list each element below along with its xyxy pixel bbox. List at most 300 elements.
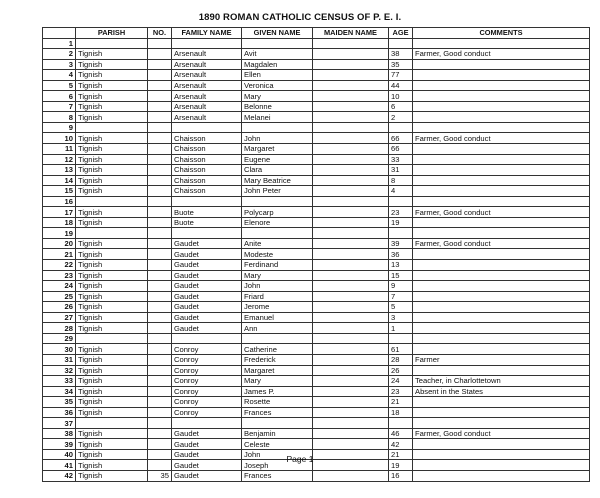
maiden-name-cell [313, 59, 389, 70]
row-number: 16 [43, 196, 76, 207]
maiden-name-cell [313, 407, 389, 418]
comments-cell [413, 470, 590, 481]
comments-cell [413, 302, 590, 313]
family-name-cell: Conroy [172, 386, 242, 397]
comments-cell [413, 228, 590, 239]
parish-cell: Tignish [76, 386, 148, 397]
age-cell: 15 [389, 270, 413, 281]
comments-cell: Farmer, Good conduct [413, 207, 590, 218]
no-cell [148, 376, 172, 387]
parish-cell: Tignish [76, 70, 148, 81]
given-name-cell: Eugene [242, 154, 313, 165]
given-name-cell: Frances [242, 407, 313, 418]
no-cell [148, 91, 172, 102]
comments-cell: Absent in the States [413, 386, 590, 397]
given-name-cell: Margaret [242, 365, 313, 376]
age-cell [389, 196, 413, 207]
no-cell: 35 [148, 470, 172, 481]
row-number: 19 [43, 228, 76, 239]
family-name-cell [172, 196, 242, 207]
row-number: 2 [43, 49, 76, 60]
family-name-cell: Chaisson [172, 165, 242, 176]
parish-cell: Tignish [76, 428, 148, 439]
row-number: 14 [43, 175, 76, 186]
no-cell [148, 281, 172, 292]
table-row [43, 38, 590, 49]
maiden-name-cell [313, 386, 389, 397]
parish-cell: Tignish [76, 460, 148, 471]
age-cell: 13 [389, 260, 413, 271]
comments-cell [413, 439, 590, 450]
header-given-name: GIVEN NAME [242, 28, 313, 39]
comments-cell [413, 418, 590, 429]
table-row [43, 281, 590, 292]
comments-cell [413, 80, 590, 91]
family-name-cell: Arsenault [172, 70, 242, 81]
row-number: 17 [43, 207, 76, 218]
family-name-cell: Conroy [172, 376, 242, 387]
parish-cell: Tignish [76, 302, 148, 313]
row-number: 10 [43, 133, 76, 144]
table-row [43, 144, 590, 155]
parish-cell: Tignish [76, 407, 148, 418]
page-footer: Page 1 [286, 454, 314, 464]
comments-cell [413, 122, 590, 133]
maiden-name-cell [313, 312, 389, 323]
family-name-cell: Gaudet [172, 281, 242, 292]
age-cell: 18 [389, 407, 413, 418]
row-number: 1 [43, 38, 76, 49]
maiden-name-cell [313, 260, 389, 271]
table-row [43, 249, 590, 260]
row-number: 18 [43, 217, 76, 228]
age-cell: 38 [389, 49, 413, 60]
given-name-cell [242, 418, 313, 429]
family-name-cell: Chaisson [172, 133, 242, 144]
comments-cell [413, 217, 590, 228]
comments-cell [413, 344, 590, 355]
row-number: 35 [43, 397, 76, 408]
parish-cell: Tignish [76, 91, 148, 102]
maiden-name-cell [313, 323, 389, 334]
age-cell: 26 [389, 365, 413, 376]
row-number: 20 [43, 238, 76, 249]
family-name-cell: Gaudet [172, 260, 242, 271]
header-rownum [43, 28, 76, 39]
table-row [43, 407, 590, 418]
family-name-cell: Chaisson [172, 175, 242, 186]
comments-cell: Farmer, Good conduct [413, 49, 590, 60]
no-cell [148, 186, 172, 197]
parish-cell: Tignish [76, 217, 148, 228]
parish-cell: Tignish [76, 312, 148, 323]
comments-cell [413, 101, 590, 112]
row-number: 30 [43, 344, 76, 355]
family-name-cell [172, 122, 242, 133]
parish-cell: Tignish [76, 175, 148, 186]
given-name-cell: Elenore [242, 217, 313, 228]
table-row [43, 91, 590, 102]
row-number: 12 [43, 154, 76, 165]
comments-cell [413, 196, 590, 207]
family-name-cell: Arsenault [172, 59, 242, 70]
comments-cell [413, 144, 590, 155]
parish-cell [76, 228, 148, 239]
parish-cell: Tignish [76, 260, 148, 271]
maiden-name-cell [313, 418, 389, 429]
age-cell: 66 [389, 144, 413, 155]
given-name-cell: James P. [242, 386, 313, 397]
table-row [43, 70, 590, 81]
table-row [43, 196, 590, 207]
comments-cell [413, 291, 590, 302]
row-number: 42 [43, 470, 76, 481]
family-name-cell [172, 333, 242, 344]
given-name-cell: Modeste [242, 249, 313, 260]
row-number: 34 [43, 386, 76, 397]
table-row [43, 186, 590, 197]
maiden-name-cell [313, 133, 389, 144]
table-row [43, 386, 590, 397]
maiden-name-cell [313, 175, 389, 186]
comments-cell [413, 165, 590, 176]
parish-cell: Tignish [76, 207, 148, 218]
comments-cell [413, 91, 590, 102]
given-name-cell: John [242, 281, 313, 292]
given-name-cell: Melanei [242, 112, 313, 123]
maiden-name-cell [313, 91, 389, 102]
no-cell [148, 59, 172, 70]
maiden-name-cell [313, 112, 389, 123]
header-family-name: FAMILY NAME [172, 28, 242, 39]
parish-cell: Tignish [76, 270, 148, 281]
no-cell [148, 196, 172, 207]
age-cell: 36 [389, 249, 413, 260]
row-number: 15 [43, 186, 76, 197]
comments-cell: Farmer, Good conduct [413, 238, 590, 249]
given-name-cell: Belonne [242, 101, 313, 112]
age-cell: 24 [389, 376, 413, 387]
given-name-cell: Clara [242, 165, 313, 176]
given-name-cell: Mary [242, 376, 313, 387]
parish-cell: Tignish [76, 186, 148, 197]
row-number: 32 [43, 365, 76, 376]
given-name-cell: Benjamin [242, 428, 313, 439]
table-row [43, 270, 590, 281]
age-cell: 35 [389, 59, 413, 70]
age-cell: 39 [389, 238, 413, 249]
maiden-name-cell [313, 186, 389, 197]
family-name-cell: Buote [172, 217, 242, 228]
parish-cell: Tignish [76, 449, 148, 460]
table-row [43, 439, 590, 450]
table-row [43, 397, 590, 408]
given-name-cell: Frederick [242, 354, 313, 365]
maiden-name-cell [313, 302, 389, 313]
age-cell: 21 [389, 449, 413, 460]
table-row [43, 165, 590, 176]
maiden-name-cell [313, 238, 389, 249]
no-cell [148, 154, 172, 165]
given-name-cell: Polycarp [242, 207, 313, 218]
no-cell [148, 397, 172, 408]
no-cell [148, 302, 172, 313]
no-cell [148, 354, 172, 365]
given-name-cell [242, 122, 313, 133]
age-cell: 19 [389, 217, 413, 228]
table-row [43, 207, 590, 218]
given-name-cell [242, 196, 313, 207]
family-name-cell: Gaudet [172, 302, 242, 313]
parish-cell [76, 418, 148, 429]
maiden-name-cell [313, 376, 389, 387]
header-parish: PARISH [76, 28, 148, 39]
table-row [43, 154, 590, 165]
parish-cell: Tignish [76, 281, 148, 292]
maiden-name-cell [313, 270, 389, 281]
table-row [43, 101, 590, 112]
given-name-cell: Ferdinand [242, 260, 313, 271]
parish-cell: Tignish [76, 59, 148, 70]
family-name-cell: Conroy [172, 354, 242, 365]
row-number: 27 [43, 312, 76, 323]
given-name-cell: Anite [242, 238, 313, 249]
row-number: 21 [43, 249, 76, 260]
maiden-name-cell [313, 38, 389, 49]
row-number: 11 [43, 144, 76, 155]
comments-cell [413, 112, 590, 123]
table-row [43, 217, 590, 228]
age-cell: 1 [389, 323, 413, 334]
maiden-name-cell [313, 196, 389, 207]
table-row [43, 376, 590, 387]
age-cell: 2 [389, 112, 413, 123]
row-number: 25 [43, 291, 76, 302]
table-row [43, 49, 590, 60]
family-name-cell: Arsenault [172, 91, 242, 102]
family-name-cell: Gaudet [172, 291, 242, 302]
maiden-name-cell [313, 122, 389, 133]
age-cell: 61 [389, 344, 413, 355]
parish-cell: Tignish [76, 344, 148, 355]
parish-cell: Tignish [76, 376, 148, 387]
family-name-cell: Gaudet [172, 449, 242, 460]
row-number: 33 [43, 376, 76, 387]
parish-cell: Tignish [76, 397, 148, 408]
header-age: AGE [389, 28, 413, 39]
table-row [43, 260, 590, 271]
family-name-cell [172, 228, 242, 239]
maiden-name-cell [313, 49, 389, 60]
parish-cell [76, 122, 148, 133]
parish-cell: Tignish [76, 101, 148, 112]
row-number: 22 [43, 260, 76, 271]
family-name-cell: Gaudet [172, 323, 242, 334]
table-row [43, 228, 590, 239]
no-cell [148, 228, 172, 239]
given-name-cell: Mary [242, 91, 313, 102]
no-cell [148, 165, 172, 176]
family-name-cell: Gaudet [172, 470, 242, 481]
row-number: 31 [43, 354, 76, 365]
row-number: 40 [43, 449, 76, 460]
given-name-cell: Catherine [242, 344, 313, 355]
row-number: 29 [43, 333, 76, 344]
table-row [43, 133, 590, 144]
no-cell [148, 249, 172, 260]
no-cell [148, 70, 172, 81]
row-number: 37 [43, 418, 76, 429]
maiden-name-cell [313, 249, 389, 260]
table-row [43, 333, 590, 344]
table-row [43, 344, 590, 355]
parish-cell: Tignish [76, 291, 148, 302]
age-cell: 33 [389, 154, 413, 165]
family-name-cell: Conroy [172, 365, 242, 376]
family-name-cell: Arsenault [172, 112, 242, 123]
comments-cell [413, 260, 590, 271]
parish-cell [76, 38, 148, 49]
maiden-name-cell [313, 333, 389, 344]
row-number: 5 [43, 80, 76, 91]
table-row [43, 312, 590, 323]
family-name-cell: Chaisson [172, 186, 242, 197]
maiden-name-cell [313, 80, 389, 91]
row-number: 13 [43, 165, 76, 176]
family-name-cell: Arsenault [172, 101, 242, 112]
maiden-name-cell [313, 70, 389, 81]
comments-cell [413, 365, 590, 376]
comments-cell: Teacher, in Charlottetown [413, 376, 590, 387]
table-row [43, 238, 590, 249]
given-name-cell [242, 38, 313, 49]
comments-cell [413, 154, 590, 165]
comments-cell [413, 249, 590, 260]
age-cell: 5 [389, 302, 413, 313]
row-number: 9 [43, 122, 76, 133]
header-no: NO. [148, 28, 172, 39]
no-cell [148, 291, 172, 302]
age-cell: 46 [389, 428, 413, 439]
age-cell: 21 [389, 397, 413, 408]
row-number: 23 [43, 270, 76, 281]
age-cell: 8 [389, 175, 413, 186]
age-cell: 6 [389, 101, 413, 112]
age-cell [389, 333, 413, 344]
maiden-name-cell [313, 397, 389, 408]
parish-cell: Tignish [76, 165, 148, 176]
census-title: 1890 ROMAN CATHOLIC CENSUS OF P. E. I. [198, 12, 402, 23]
no-cell [148, 312, 172, 323]
parish-cell: Tignish [76, 49, 148, 60]
maiden-name-cell [313, 144, 389, 155]
comments-cell [413, 312, 590, 323]
family-name-cell: Gaudet [172, 312, 242, 323]
row-number: 4 [43, 70, 76, 81]
no-cell [148, 439, 172, 450]
age-cell: 44 [389, 80, 413, 91]
no-cell [148, 49, 172, 60]
row-number: 39 [43, 439, 76, 450]
given-name-cell: Ann [242, 323, 313, 334]
no-cell [148, 144, 172, 155]
maiden-name-cell [313, 365, 389, 376]
row-number: 8 [43, 112, 76, 123]
parish-cell: Tignish [76, 249, 148, 260]
given-name-cell: Veronica [242, 80, 313, 91]
census-table [42, 27, 590, 482]
family-name-cell: Conroy [172, 407, 242, 418]
age-cell: 10 [389, 91, 413, 102]
age-cell: 7 [389, 291, 413, 302]
no-cell [148, 133, 172, 144]
no-cell [148, 407, 172, 418]
family-name-cell: Conroy [172, 397, 242, 408]
given-name-cell [242, 228, 313, 239]
given-name-cell: Joseph [242, 460, 313, 471]
no-cell [148, 207, 172, 218]
no-cell [148, 80, 172, 91]
given-name-cell: Jerome [242, 302, 313, 313]
given-name-cell: John [242, 449, 313, 460]
header-maiden-name: MAIDEN NAME [313, 28, 389, 39]
family-name-cell: Buote [172, 207, 242, 218]
no-cell [148, 101, 172, 112]
row-number: 28 [43, 323, 76, 334]
no-cell [148, 365, 172, 376]
maiden-name-cell [313, 439, 389, 450]
maiden-name-cell [313, 165, 389, 176]
no-cell [148, 260, 172, 271]
no-cell [148, 122, 172, 133]
family-name-cell: Conroy [172, 344, 242, 355]
row-number: 6 [43, 91, 76, 102]
parish-cell [76, 196, 148, 207]
comments-cell [413, 38, 590, 49]
table-row [43, 323, 590, 334]
table-row [43, 470, 590, 481]
age-cell [389, 228, 413, 239]
comments-cell: Farmer, Good conduct [413, 428, 590, 439]
no-cell [148, 217, 172, 228]
family-name-cell: Gaudet [172, 249, 242, 260]
given-name-cell: Avit [242, 49, 313, 60]
age-cell: 28 [389, 354, 413, 365]
given-name-cell: Frances [242, 470, 313, 481]
maiden-name-cell [313, 217, 389, 228]
age-cell: 77 [389, 70, 413, 81]
row-number: 41 [43, 460, 76, 471]
given-name-cell: Margaret [242, 144, 313, 155]
table-row [43, 80, 590, 91]
maiden-name-cell [313, 101, 389, 112]
given-name-cell: Friard [242, 291, 313, 302]
age-cell: 31 [389, 165, 413, 176]
table-row [43, 122, 590, 133]
comments-cell [413, 407, 590, 418]
maiden-name-cell [313, 428, 389, 439]
maiden-name-cell [313, 344, 389, 355]
age-cell: 66 [389, 133, 413, 144]
given-name-cell: Mary Beatrice [242, 175, 313, 186]
given-name-cell: Rosette [242, 397, 313, 408]
row-number: 24 [43, 281, 76, 292]
age-cell [389, 418, 413, 429]
maiden-name-cell [313, 228, 389, 239]
parish-cell: Tignish [76, 238, 148, 249]
family-name-cell: Arsenault [172, 49, 242, 60]
row-number: 36 [43, 407, 76, 418]
